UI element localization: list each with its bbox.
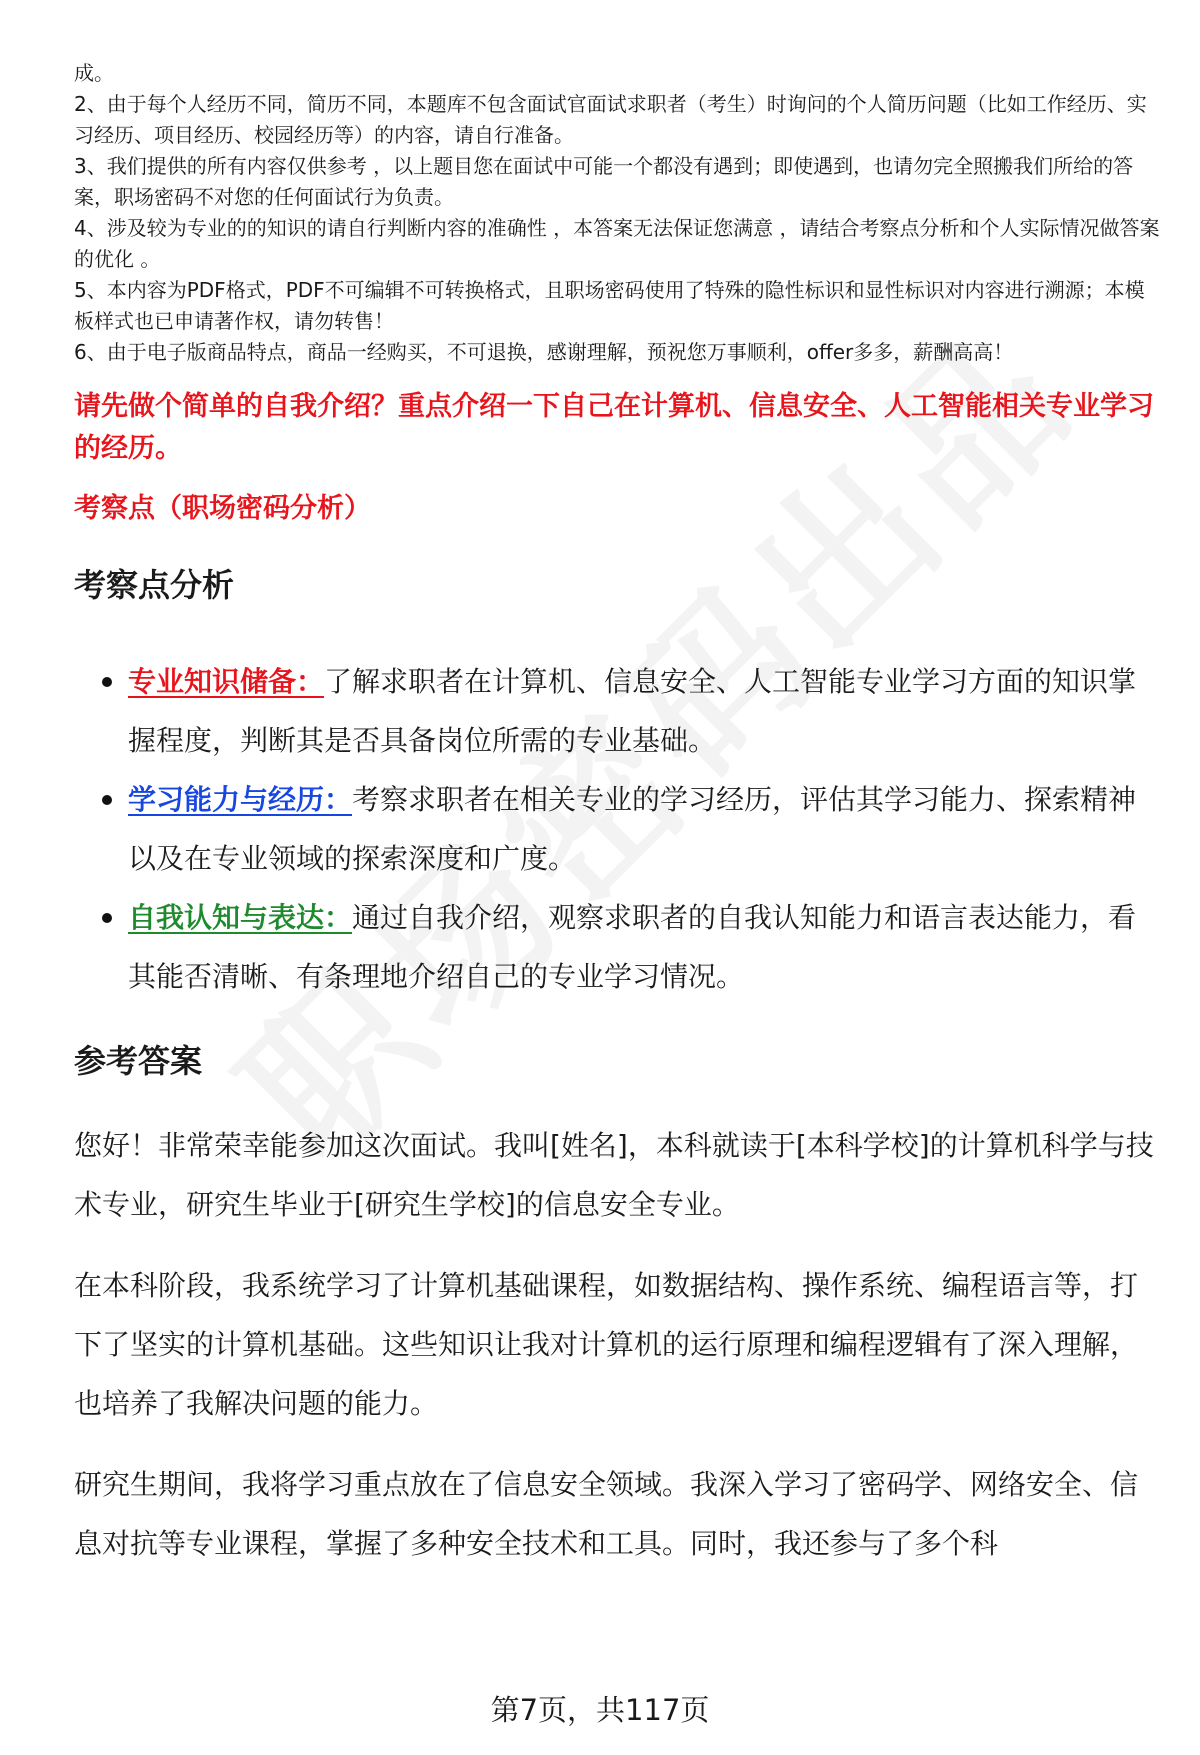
answer-paragraph: 研究生期间，我将学习重点放在了信息安全领域。我深入学习了密码学、网络安全、信息对抗等专业课程，掌握了多种安全技术和工具。同时，我还参与了多个科 [74, 1468, 1139, 1560]
note-line: 5、本内容为PDF格式，PDF不可编辑不可转换格式，且职场密码使用了特殊的隐性标识和显性标识对内容进行溯源；本模板样式也已申请著作权，请勿转售！ [74, 278, 1145, 333]
interview-question: 请先做个简单的自我介绍？重点介绍一下自己在计算机、信息安全、人工智能相关专业学习的经历。 [74, 391, 1154, 464]
note-line: 2、由于每个人经历不同，简历不同，本题库不包含面试官面试求职者（考生）时询问的个人简历问题（比如工作经历、实习经历、项目经历、校园经历等）的内容，请自行准备。 [74, 92, 1147, 147]
bullet-icon [102, 677, 112, 687]
answer-paragraph: 在本科阶段，我系统学习了计算机基础课程，如数据结构、操作系统、编程语言等，打下了坚实的计算机基础。这些知识让我对计算机的运行原理和编程逻辑有了深入理解，也培养了我解决问题的能力。 [74, 1269, 1139, 1420]
page-number: 第7页，共117页 [490, 1693, 710, 1727]
analysis-points [74, 652, 1160, 1006]
analysis-label: 考察点（职场密码分析） [74, 493, 371, 524]
point-keyword: 学习能力与经历： [128, 783, 353, 816]
point-text: 考察求职者在相关专业的学习经历，评估其学习能力、探索精神以及在专业领域的探索深度和广度。 [128, 783, 1137, 875]
answer-heading: 参考答案 [74, 1042, 203, 1080]
list-item [74, 888, 1160, 1006]
list-item [74, 770, 1160, 888]
document-page [74, 58, 1160, 1595]
bullet-icon [102, 795, 112, 805]
point-text: 了解求职者在计算机、信息安全、人工智能专业学习方面的知识掌握程度，判断其是否具备岗位所需的专业基础。 [128, 665, 1137, 757]
note-line: 3、我们提供的所有内容仅供参考 ，以上题目您在面试中可能一个都没有遇到；即使遇到，也请勿完全照搬我们所给的答案，职场密码不对您的任何面试行为负责。 [74, 154, 1134, 209]
note-line: 4、涉及较为专业的的知识的请自行判断内容的准确性 ，本答案无法保证您满意 ，请结合考察点分析和个人实际情况做答案的优化 。 [74, 216, 1160, 271]
point-keyword: 专业知识储备： [128, 665, 325, 698]
analysis-heading: 考察点分析 [74, 566, 235, 604]
bullet-icon [102, 913, 112, 923]
note-line: 6、由于电子版商品特点，商品一经购买，不可退换，感谢理解，预祝您万事顺利，offer多多，薪酬高高！ [74, 340, 1014, 364]
point-keyword: 自我认知与表达： [128, 901, 353, 934]
list-item [74, 652, 1160, 770]
point-text: 通过自我介绍，观察求职者的自我认知能力和语言表达能力，看其能否清晰、有条理地介绍自己的专业学习情况。 [128, 901, 1137, 993]
answer-section [74, 1116, 1160, 1573]
note-line: 成。 [74, 61, 114, 85]
notes-section [74, 58, 1160, 368]
answer-paragraph: 您好！非常荣幸能参加这次面试。我叫[姓名]，本科就读于[本科学校]的计算机科学与技术专业，研究生毕业于[研究生学校]的信息安全专业。 [74, 1129, 1154, 1221]
